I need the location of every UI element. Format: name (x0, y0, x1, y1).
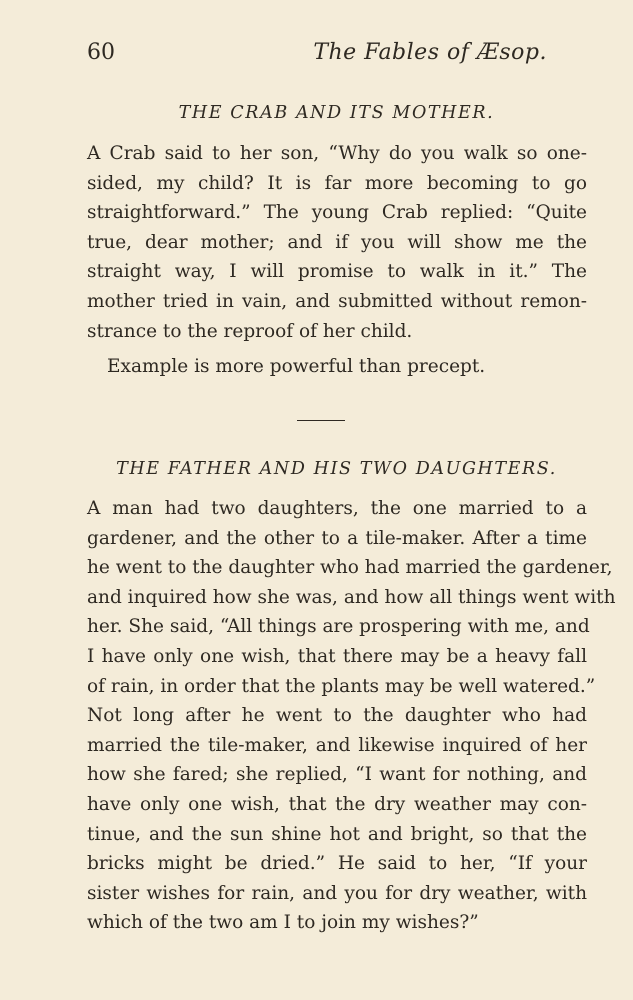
fable-title-crab: THE CRAB AND ITS MOTHER. (178, 103, 495, 123)
fable-body-crab (87, 139, 587, 346)
text-line: her. She said, “All things are prospering with me, and (87, 616, 590, 638)
text-line: have only one wish, that the dry weather may con- (87, 793, 587, 815)
text-line: I have only one wish, that there may be a heavy fall (87, 645, 587, 667)
text-line: sided, my child? It is far more becoming to go (87, 172, 587, 194)
fable-title-father: THE FATHER AND HIS TWO DAUGHTERS. (116, 459, 557, 479)
page-number: 60 (87, 40, 115, 65)
text-line: tinue, and the sun shine hot and bright, so that the (87, 823, 587, 845)
text-line: strance to the reproof of her child. (87, 320, 413, 342)
text-line: bricks might be dried.” He said to her, “If your (87, 853, 587, 875)
text-line: Not long after he went to the daughter who had (87, 705, 587, 727)
text-line: which of the two am I to join my wishes?” (87, 912, 479, 934)
book-title: The Fables of Æsop. (313, 40, 547, 65)
text-line: mother tried in vain, and submitted without remon- (87, 290, 587, 312)
section-divider (297, 420, 345, 421)
text-line: sister wishes for rain, and you for dry weather, with (87, 882, 587, 904)
moral-line: Example is more powerful than precept. (107, 356, 486, 377)
text-line: straightforward.” The young Crab replied: “Quite (87, 202, 587, 224)
text-line: gardener, and the other to a tile-maker. After a time (87, 527, 587, 549)
fable-body-father (87, 494, 616, 938)
text-line: married the tile-maker, and likewise inquired of her (87, 734, 587, 756)
fable-moral-crab (107, 352, 587, 382)
running-head (87, 36, 547, 70)
text-line: and inquired how she was, and how all things went with (87, 586, 616, 608)
text-line: how she fared; she replied, “I want for nothing, and (87, 764, 587, 786)
text-line: straight way, I will promise to walk in it.” The (87, 261, 587, 283)
text-line: of rain, in order that the plants may be well watered.” (87, 675, 596, 697)
text-line: he went to the daughter who had married the gardener, (87, 557, 613, 579)
text-line: A man had two daughters, the one married to a (87, 498, 587, 519)
text-line: A Crab said to her son, “Why do you walk so one- (87, 143, 587, 164)
text-line: true, dear mother; and if you will show me the (87, 231, 587, 253)
